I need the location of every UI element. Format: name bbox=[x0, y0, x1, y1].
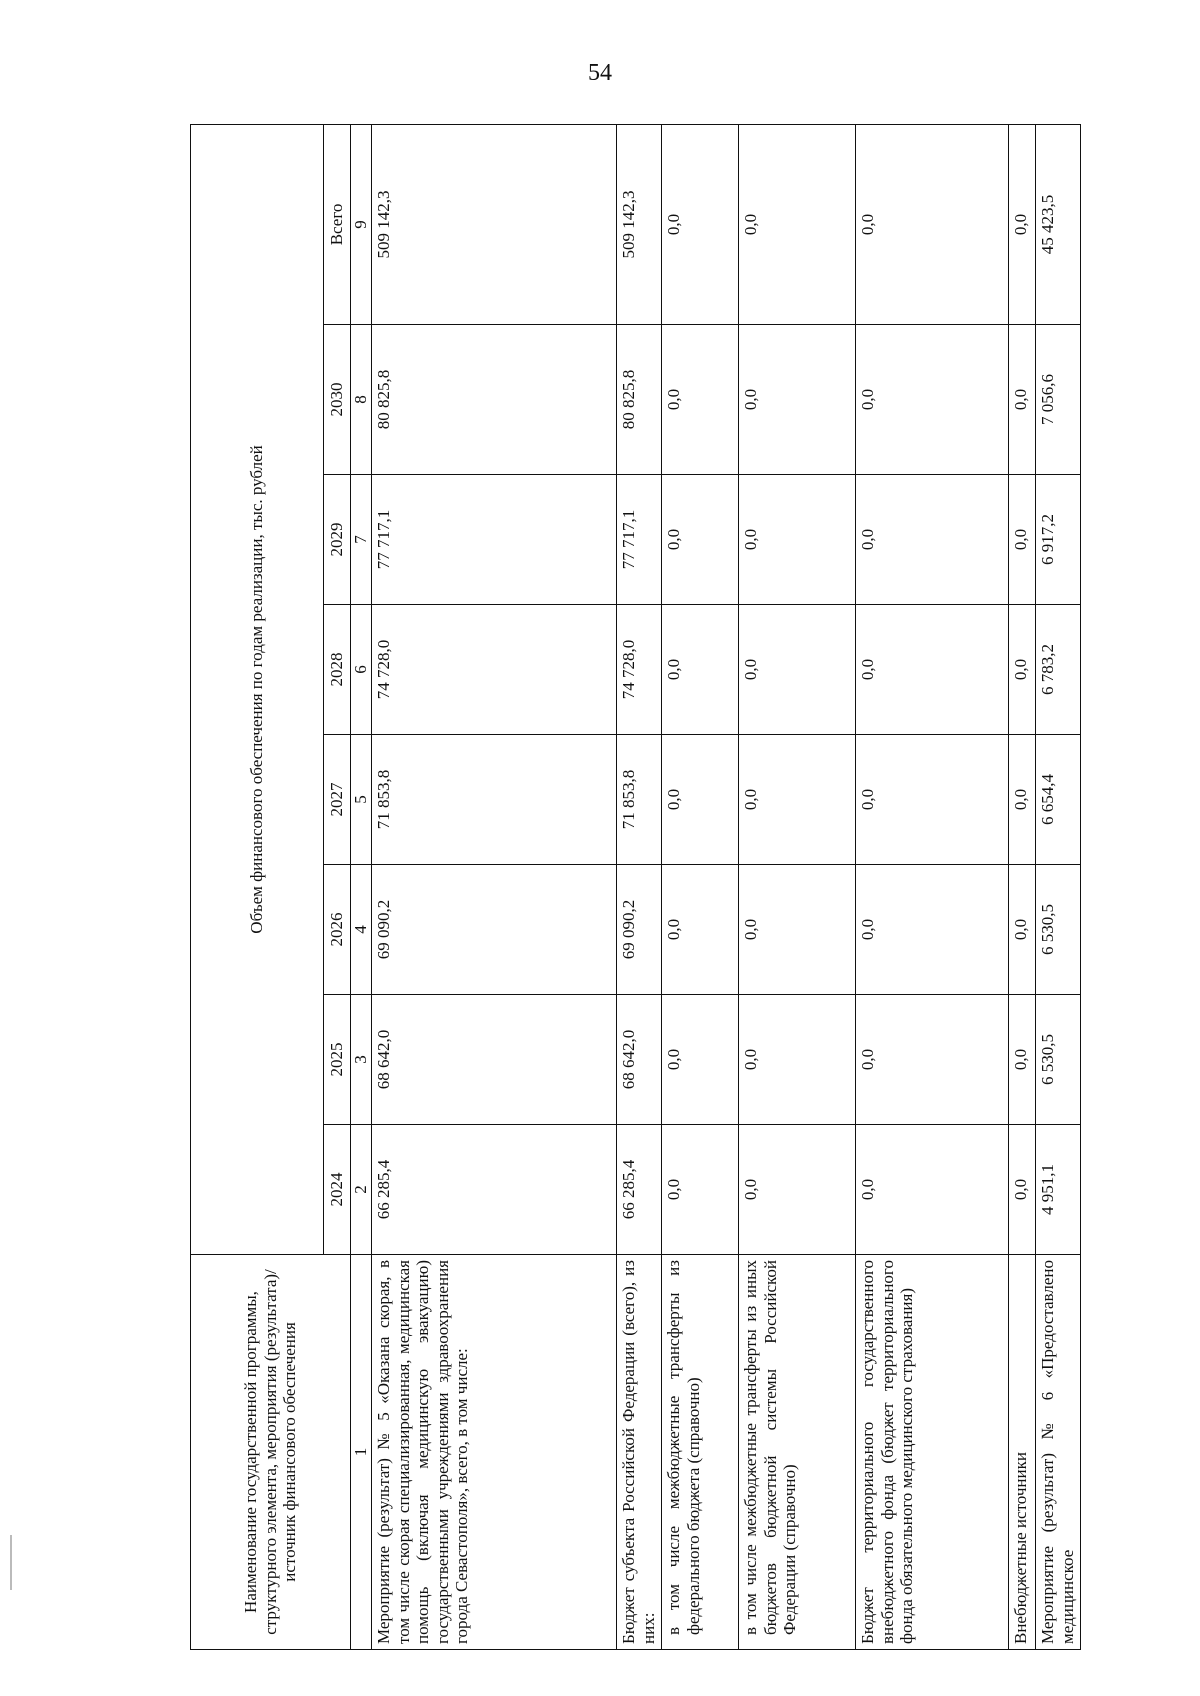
row-value: 74 728,0 bbox=[617, 605, 662, 735]
row-value: 0,0 bbox=[662, 1125, 739, 1255]
total-header: Всего bbox=[324, 124, 351, 324]
row-value: 0,0 bbox=[662, 325, 739, 475]
table-row bbox=[372, 124, 617, 1649]
row-value: 0,0 bbox=[856, 475, 1009, 605]
row-value: 0,0 bbox=[856, 865, 1009, 995]
row-value: 69 090,2 bbox=[372, 865, 617, 995]
row-value: 0,0 bbox=[662, 605, 739, 735]
row-value: 71 853,8 bbox=[617, 735, 662, 865]
row-value: 68 642,0 bbox=[617, 995, 662, 1125]
row-total: 45 423,5 bbox=[1036, 124, 1081, 324]
row-name: Бюджет территориального государственного внебюджетного фонда (бюджет территориального фонда обязательного медицинского страхования) bbox=[856, 1255, 1009, 1650]
rotated-table-inner bbox=[190, 125, 1110, 1650]
row-value: 0,0 bbox=[1009, 605, 1036, 735]
row-value: 0,0 bbox=[739, 475, 856, 605]
table-row bbox=[739, 124, 856, 1649]
row-value: 69 090,2 bbox=[617, 865, 662, 995]
year-header: 2024 bbox=[324, 1125, 351, 1255]
row-name: Внебюджетные источники bbox=[1009, 1255, 1036, 1650]
row-value: 6 530,5 bbox=[1036, 865, 1081, 995]
column-number: 4 bbox=[351, 865, 372, 995]
row-total: 0,0 bbox=[1009, 124, 1036, 324]
row-value: 0,0 bbox=[739, 325, 856, 475]
row-total: 509 142,3 bbox=[372, 124, 617, 324]
row-value: 0,0 bbox=[856, 995, 1009, 1125]
year-header: 2029 bbox=[324, 475, 351, 605]
row-value: 77 717,1 bbox=[617, 475, 662, 605]
column-number: 1 bbox=[351, 1255, 372, 1650]
row-value: 6 654,4 bbox=[1036, 735, 1081, 865]
table-row bbox=[617, 124, 662, 1649]
row-value: 66 285,4 bbox=[617, 1125, 662, 1255]
row-value: 0,0 bbox=[739, 995, 856, 1125]
row-value: 80 825,8 bbox=[372, 325, 617, 475]
column-number: 6 bbox=[351, 605, 372, 735]
financing-table bbox=[190, 124, 1081, 1650]
row-value: 71 853,8 bbox=[372, 735, 617, 865]
table-row bbox=[1036, 124, 1081, 1649]
column-number-row bbox=[351, 124, 372, 1649]
row-value: 0,0 bbox=[1009, 995, 1036, 1125]
row-value: 0,0 bbox=[856, 605, 1009, 735]
row-name: в том числе межбюджетные трансферты из федерального бюджета (справочно) bbox=[662, 1255, 739, 1650]
table-row bbox=[1009, 124, 1036, 1649]
header-row bbox=[191, 124, 324, 1649]
row-value: 0,0 bbox=[1009, 865, 1036, 995]
header-group-cell: Объем финансового обеспечения по годам реализации, тыс. рублей bbox=[191, 124, 324, 1254]
column-number: 9 bbox=[351, 124, 372, 324]
row-value: 6 783,2 bbox=[1036, 605, 1081, 735]
row-name: Мероприятие (результат) № 5 «Оказана скорая, в том числе скорая специализированная, медицинская помощь (включая медицинскую эвакуацию) государственными учреждениями здравоохранения города Севастополя», всего, в том числе: bbox=[372, 1255, 617, 1650]
row-value: 77 717,1 bbox=[372, 475, 617, 605]
row-value: 0,0 bbox=[662, 995, 739, 1125]
row-value: 6 917,2 bbox=[1036, 475, 1081, 605]
page-number: 54 bbox=[588, 60, 612, 86]
row-value: 0,0 bbox=[662, 475, 739, 605]
row-value: 80 825,8 bbox=[617, 325, 662, 475]
row-value: 0,0 bbox=[1009, 475, 1036, 605]
row-value: 68 642,0 bbox=[372, 995, 617, 1125]
row-value: 0,0 bbox=[1009, 325, 1036, 475]
column-number: 3 bbox=[351, 995, 372, 1125]
table-row bbox=[662, 124, 739, 1649]
rotated-table-container bbox=[190, 125, 1110, 1650]
row-value: 0,0 bbox=[739, 735, 856, 865]
row-value: 4 951,1 bbox=[1036, 1125, 1081, 1255]
row-value: 0,0 bbox=[662, 735, 739, 865]
row-total: 0,0 bbox=[662, 124, 739, 324]
header-name-cell: Наименование государственной программы, структурного элемента, мероприятия (результата)/источник финансового обеспечения bbox=[191, 1255, 351, 1650]
column-number: 7 bbox=[351, 475, 372, 605]
row-value: 0,0 bbox=[856, 1125, 1009, 1255]
column-number: 5 bbox=[351, 735, 372, 865]
row-value: 0,0 bbox=[856, 735, 1009, 865]
scan-artifact-line bbox=[10, 1535, 12, 1590]
row-value: 0,0 bbox=[739, 865, 856, 995]
row-value: 0,0 bbox=[739, 605, 856, 735]
row-name: Мероприятие (результат) № 6 «Предоставлено медицинское bbox=[1036, 1255, 1081, 1650]
year-header: 2027 bbox=[324, 735, 351, 865]
row-value: 7 056,6 bbox=[1036, 325, 1081, 475]
row-value: 66 285,4 bbox=[372, 1125, 617, 1255]
row-value: 6 530,5 bbox=[1036, 995, 1081, 1125]
row-name: в том числе межбюджетные трансферты из иных бюджетов бюджетной системы Российской Федерации (справочно) bbox=[739, 1255, 856, 1650]
row-value: 0,0 bbox=[1009, 1125, 1036, 1255]
row-total: 509 142,3 bbox=[617, 124, 662, 324]
row-value: 0,0 bbox=[1009, 735, 1036, 865]
row-value: 0,0 bbox=[856, 325, 1009, 475]
column-number: 8 bbox=[351, 325, 372, 475]
column-number: 2 bbox=[351, 1125, 372, 1255]
row-name: Бюджет субъекта Российской Федерации (всего), из них: bbox=[617, 1255, 662, 1650]
year-header: 2030 bbox=[324, 325, 351, 475]
row-value: 74 728,0 bbox=[372, 605, 617, 735]
table-row bbox=[856, 124, 1009, 1649]
row-total: 0,0 bbox=[739, 124, 856, 324]
year-header: 2025 bbox=[324, 995, 351, 1125]
row-value: 0,0 bbox=[662, 865, 739, 995]
year-header: 2026 bbox=[324, 865, 351, 995]
row-value: 0,0 bbox=[739, 1125, 856, 1255]
year-header: 2028 bbox=[324, 605, 351, 735]
row-total: 0,0 bbox=[856, 124, 1009, 324]
